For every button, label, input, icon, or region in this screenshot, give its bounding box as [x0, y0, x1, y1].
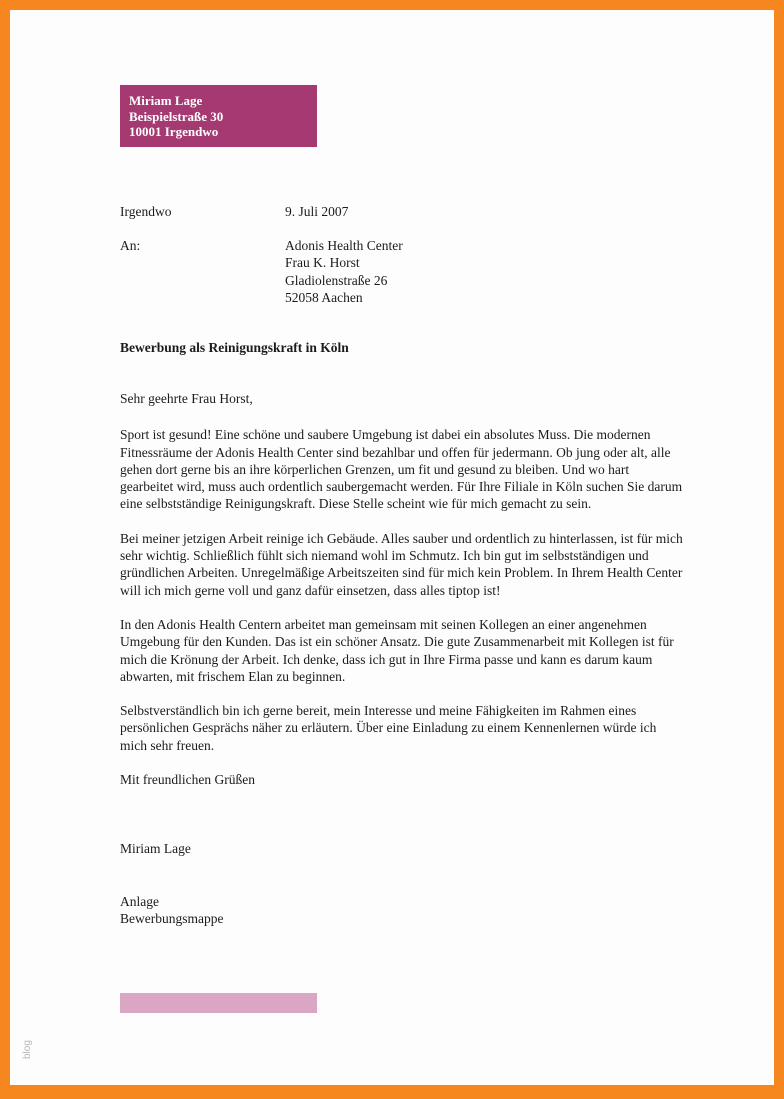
- body-paragraph: Selbstverständlich bin ich gerne bereit, mein Interesse und meine Fähigkeiten im Rahmen eines persönlichen Gesprächs näher zu erläutern. Über eine Einladung zu einem Kennenlernen würde ich mich sehr freuen.: [120, 703, 657, 753]
- sender-city: 10001 Irgendwo: [129, 124, 219, 139]
- recipient-line: Adonis Health Center: [285, 238, 403, 253]
- recipient-line: Frau K. Horst: [285, 255, 360, 271]
- enclosure-item: Bewerbungsmappe: [120, 910, 224, 926]
- body-paragraph: Sport ist gesund! Eine schöne und saubere Umgebung ist dabei ein absolutes Muss. Die modernen Fitnessräume der Adonis Health Center sind bezahlbar und offen für jedermann. Ob jung oder alt, alle gehen dort gerne bis an ihre körperlichen Grenzen, um fit und gesund zu bleiben. Und wo hart gearbeitet wird, muss auch ordentlich saubergemacht werden. Für Ihre Filiale in Köln suchen Sie darum eine selbstständige Reinigungskraft. Diese Stelle scheint wie für mich gemacht zu sein.: [120, 427, 683, 512]
- date-value: 9. Juli 2007: [285, 204, 349, 219]
- enclosure-label: Anlage: [120, 893, 159, 909]
- sender-street: Beispielstraße 30: [129, 108, 224, 124]
- sender-address-block: [120, 85, 317, 147]
- footer-accent-bar: [120, 993, 317, 1013]
- recipient-line: 52058 Aachen: [285, 289, 363, 305]
- salutation: Sehr geehrte Frau Horst,: [120, 391, 253, 406]
- watermark-text: blog: [22, 1040, 33, 1059]
- sender-name: Miriam Lage: [129, 93, 203, 108]
- closing-line: Mit freundlichen Grüßen: [120, 772, 255, 788]
- subject-line: Bewerbung als Reinigungskraft in Köln: [120, 340, 349, 355]
- recipient-block: [120, 237, 683, 306]
- date-place: Irgendwo: [120, 204, 172, 219]
- body-paragraph: In den Adonis Health Centern arbeitet man gemeinsam mit seinen Kollegen an einer angenehmen Umgebung für den Kunden. Das ist ein schöner Ansatz. Die gute Zusammenarbeit mit Kollegen ist für mich die Krönung der Arbeit. Ich denke, dass ich gut in Ihre Firma passe und kann es darum kaum abwarten, mit frischem Elan zu beginnen.: [120, 616, 674, 684]
- recipient-label: An:: [120, 238, 141, 253]
- date-line: [120, 203, 683, 220]
- recipient-address: [285, 237, 403, 306]
- letter-body: [120, 390, 683, 927]
- signature-name: Miriam Lage: [120, 841, 191, 857]
- recipient-line: Gladiolenstraße 26: [285, 272, 388, 288]
- body-paragraph: Bei meiner jetzigen Arbeit reinige ich Gebäude. Alles sauber und ordentlich zu hinterlassen, ist für mich sehr wichtig. Schließlich fühlt sich niemand wohl im Schmutz. Ich bin gut im selbstständigen und gründlichen Arbeiten. Unregelmäßige Arbeitszeiten sind für mich kein Problem. In Ihrem Health Center will ich mich gerne voll und ganz dafür einsetzen, dass alles tiptop ist!: [120, 530, 683, 598]
- enclosure-block: [120, 893, 683, 928]
